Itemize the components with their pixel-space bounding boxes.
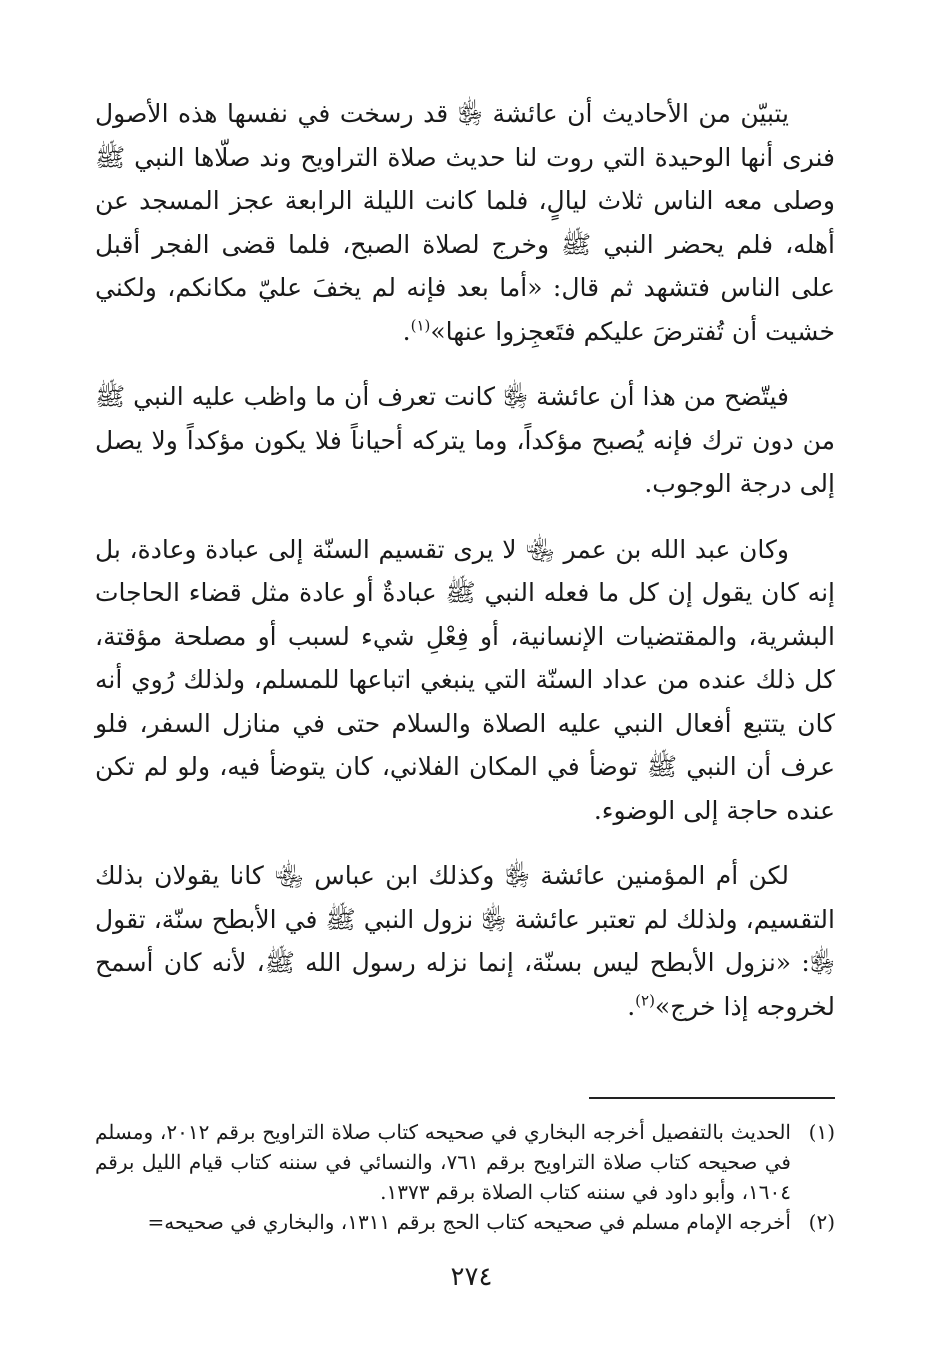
paragraph-2 bbox=[95, 375, 835, 506]
footnote-reference[interactable]: (٢) bbox=[635, 991, 655, 1010]
paragraph-text: لكن أم المؤمنين عائشة ﵂ وكذلك ابن عباس ﵄ كانا يقولان بذلك التقسيم، ولذلك لم تعتبر عائشة ﵂ نزول النبي ﷺ في الأبطح سنّة، تقول ﵂: «نزول الأبطح ليس بسنّة، إنما نزله رسول الله ﷺ، لأنه كان أسمح لخروجه إذا خرج» bbox=[95, 861, 835, 1021]
paragraph-end: . bbox=[627, 991, 636, 1021]
paragraph-text: وكان عبد الله بن عمر ﵄ لا يرى تقسيم السنّة إلى عبادة وعادة، بل إنه كان يقول إن كل ما فعله النبي ﷺ عبادةٌ أو عادة مثل قضاء الحاجات البشرية، والمقتضيات الإنسانية، أو فِعْلِ شيء لسبب أو مصلحة مؤقتة، كل ذلك عنده من عداد السنّة التي ينبغي اتباعها للمسلم، ولذلك رُوي أنه كان يتتبع أفعال النبي عليه الصلاة والسلام حتى في منازل السفر، فلو عرف أن النبي ﷺ توضأ في المكان الفلاني، كان يتوضأ فيه، ولو لم تكن عنده حاجة إلى الوضوء. bbox=[95, 534, 835, 825]
footnote-reference[interactable]: (١) bbox=[410, 316, 431, 335]
paragraph-text: يتبيّن من الأحاديث أن عائشة ﵂ قد رسخت في نفسها هذه الأصول فنرى أنها الوحيدة التي روت لنا حديث صلاة التراويح وند صلّاها النبي ﷺ وصلى معه الناس ثلاث ليالٍ، فلما كانت الليلة الرابعة عجز المسجد عن أهله، فلم يحضر النبي ﷺ وخرج لصلاة الصبح، فلما قضى الفجر أقبل على الناس فتشهد ثم قال: «أما بعد فإنه لم يخفَ عليّ مكانكم، ولكني خشيت أن تُفترضَ عليكم فتَعجِزوا عنها» bbox=[95, 99, 835, 346]
paragraph-text: فيتّضح من هذا أن عائشة ﵂ كانت تعرف أن ما واظب عليه النبي ﷺ من دون ترك فإنه يُصبح مؤكداً، وما يتركه أحياناً فلا يكون مؤكداً ولا يصل إلى درجة الوجوب. bbox=[95, 382, 835, 498]
paragraph-end: . bbox=[402, 316, 411, 346]
footnote-text: أخرجه الإمام مسلم في صحيحه كتاب الحج برقم ١٣١١، والبخاري في صحيحه= bbox=[147, 1210, 791, 1234]
footnote-text: الحديث بالتفصيل أخرجه البخاري في صحيحه كتاب صلاة التراويح برقم ٢٠١٢، ومسلم في صحيحه كتاب صلاة التراويح برقم ٧٦١، والنسائي في سننه كتاب قيام الليل برقم ١٦٠٤، وأبو داود في سننه كتاب الصلاة برقم ١٣٧٣. bbox=[95, 1120, 791, 1204]
paragraph-1 bbox=[95, 92, 835, 353]
footnote-number: (١) bbox=[808, 1120, 835, 1144]
footnote-divider bbox=[589, 1097, 835, 1099]
footnote-number: (٢) bbox=[808, 1210, 835, 1234]
page-number: ٢٧٤ bbox=[450, 1262, 493, 1292]
main-text bbox=[95, 92, 835, 1050]
paragraph-4 bbox=[95, 854, 835, 1028]
paragraph-3 bbox=[95, 528, 835, 833]
footnote-2 bbox=[95, 1207, 835, 1237]
footnotes bbox=[95, 1117, 835, 1237]
footnote-1 bbox=[95, 1117, 835, 1207]
